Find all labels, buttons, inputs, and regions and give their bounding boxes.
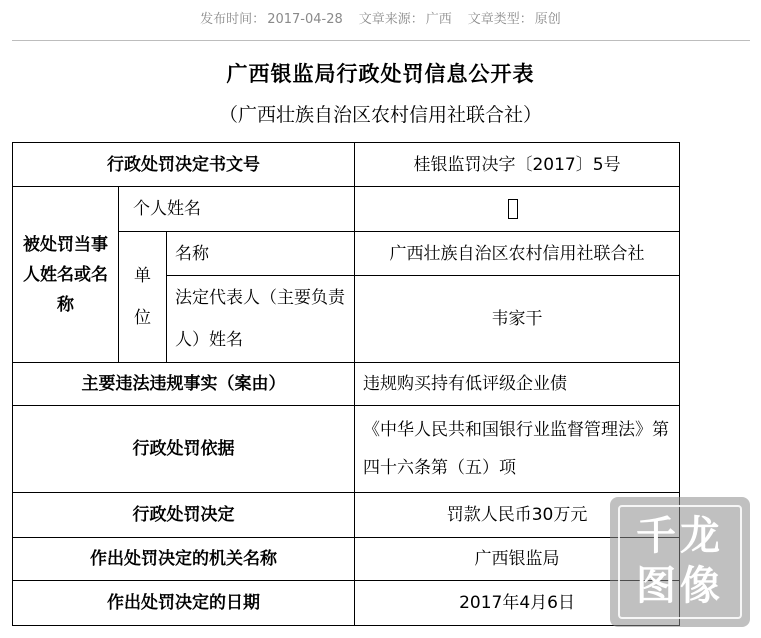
penalty-info-table [12, 142, 680, 626]
page-title: 广西银监局行政处罚信息公开表 [226, 62, 535, 86]
party-label-text: 被处罚当事人姓名或名称 [23, 234, 108, 315]
facts-value: 违规购买持有低评级企业债 [355, 363, 680, 406]
decision-label: 行政处罚决定 [13, 493, 355, 538]
row-doc-no [13, 143, 680, 187]
doc-no-value: 桂银监罚决字〔2017〕5号 [355, 143, 680, 187]
header-divider [12, 40, 750, 41]
individual-value [355, 187, 680, 232]
watermark-logo [610, 497, 750, 627]
page-subtitle: （广西壮族自治区农村信用社联合社） [218, 104, 542, 126]
article-meta [0, 8, 761, 27]
legal-rep-label: 法定代表人（主要负责人）姓名 [167, 276, 355, 363]
legal-rep-value: 韦家干 [355, 276, 680, 363]
row-basis [13, 406, 680, 493]
type-value: 原创 [534, 12, 561, 27]
unit-name-label: 名称 [167, 232, 355, 276]
date-label: 作出处罚决定的日期 [13, 581, 355, 626]
row-authority [13, 538, 680, 581]
facts-label: 主要违法违规事实（案由） [13, 363, 355, 406]
basis-value: 《中华人民共和国银行业监督管理法》第四十六条第（五）项 [355, 406, 680, 493]
decision-value: 罚款人民币30万元 [355, 493, 680, 538]
publish-date: 2017-04-28 [267, 12, 343, 27]
basis-label: 行政处罚依据 [13, 406, 355, 493]
type-label: 文章类型： [467, 12, 533, 27]
row-individual [13, 187, 680, 232]
authority-label: 作出处罚决定的机关名称 [13, 538, 355, 581]
doc-no-label: 行政处罚决定书文号 [13, 143, 355, 187]
watermark-line-2: 图像 [636, 563, 724, 609]
placeholder-glyph [508, 199, 518, 219]
row-decision [13, 493, 680, 538]
source-value: 广西 [425, 12, 452, 27]
unit-label: 单位 [119, 232, 167, 363]
source-label: 文章来源： [358, 12, 424, 27]
watermark-line-1: 千龙 [636, 513, 724, 559]
unit-name-value: 广西壮族自治区农村信用社联合社 [355, 232, 680, 276]
individual-label: 个人姓名 [119, 187, 355, 232]
publish-label: 发布时间： [200, 12, 266, 27]
row-facts [13, 363, 680, 406]
party-label [13, 187, 119, 363]
authority-value: 广西银监局 [355, 538, 680, 581]
date-value: 2017年4月6日 [355, 581, 680, 626]
row-date [13, 581, 680, 626]
